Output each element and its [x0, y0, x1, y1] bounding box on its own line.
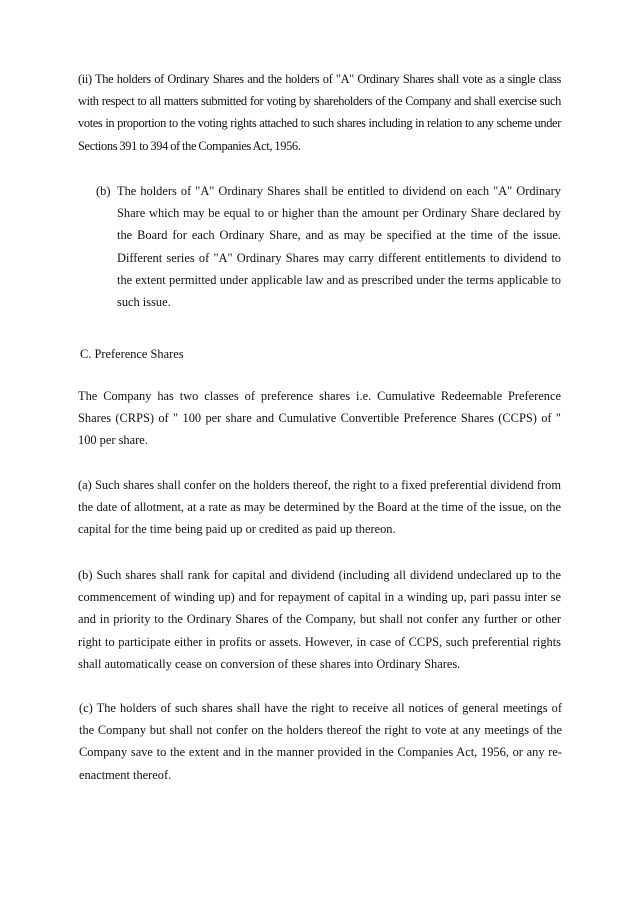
- paragraph-voting-rights: (ii) The holders of Ordinary Shares and the holders of "A" Ordinary Shares shall vote as a single class with respect to all matters submitted for voting by shareholders of the Company and shall exercise such votes in proportion to the voting rights attached to such shares including in relation to any scheme under Sections 391 to 394 of the Companies Act, 1956.: [78, 72, 561, 153]
- paragraph-a-ordinary-dividend: [96, 180, 561, 313]
- clause-b-rank-for-capital: (b) Such shares shall rank for capital and dividend (including all dividend undeclared up to the commencement of winding up) and for repayment of capital in a winding up, pari passu inter se and in priority to the Ordinary Shares of the Company, but shall not confer any further or other right to participate either in profits or assets. However, in case of CCPS, such preferential rights shall automatically cease on conversion of these shares into Ordinary Shares.: [78, 568, 561, 671]
- paragraph-b-marker: (b): [96, 184, 111, 198]
- paragraph-b-text: The holders of "A" Ordinary Shares shall be entitled to dividend on each "A" Ordinary Share which may be equal to or higher than the amount per Ordinary Share declared by the Board for each Ordinary Share, and as may be specified at the time of the issue. Different series of "A" Ordinary Shares may carry different entitlements to dividend to the extent permitted under applicable law and as prescribed under the terms applicable to such issue.: [117, 184, 561, 310]
- section-heading-preference-shares: C. Preference Shares: [80, 347, 184, 361]
- clause-a-fixed-dividend: (a) Such shares shall confer on the holders thereof, the right to a fixed preferential dividend from the date of allotment, at a rate as may be determined by the Board at the time of the issue, on the capital for the time being paid up or credited as paid up thereon.: [78, 478, 561, 537]
- paragraph-preference-intro: The Company has two classes of preference shares i.e. Cumulative Redeemable Preference Shares (CRPS) of " 100 per share and Cumulative Convertible Preference Shares (CCPS) of " 100 per share.: [78, 389, 561, 448]
- clause-c-notices-and-voting: (c) The holders of such shares shall have the right to receive all notices of general meetings of the Company but shall not confer on the holders thereof the right to vote at any meetings of the Company save to the extent and in the manner provided in the Companies Act, 1956, or any re-enactment thereof.: [79, 701, 562, 782]
